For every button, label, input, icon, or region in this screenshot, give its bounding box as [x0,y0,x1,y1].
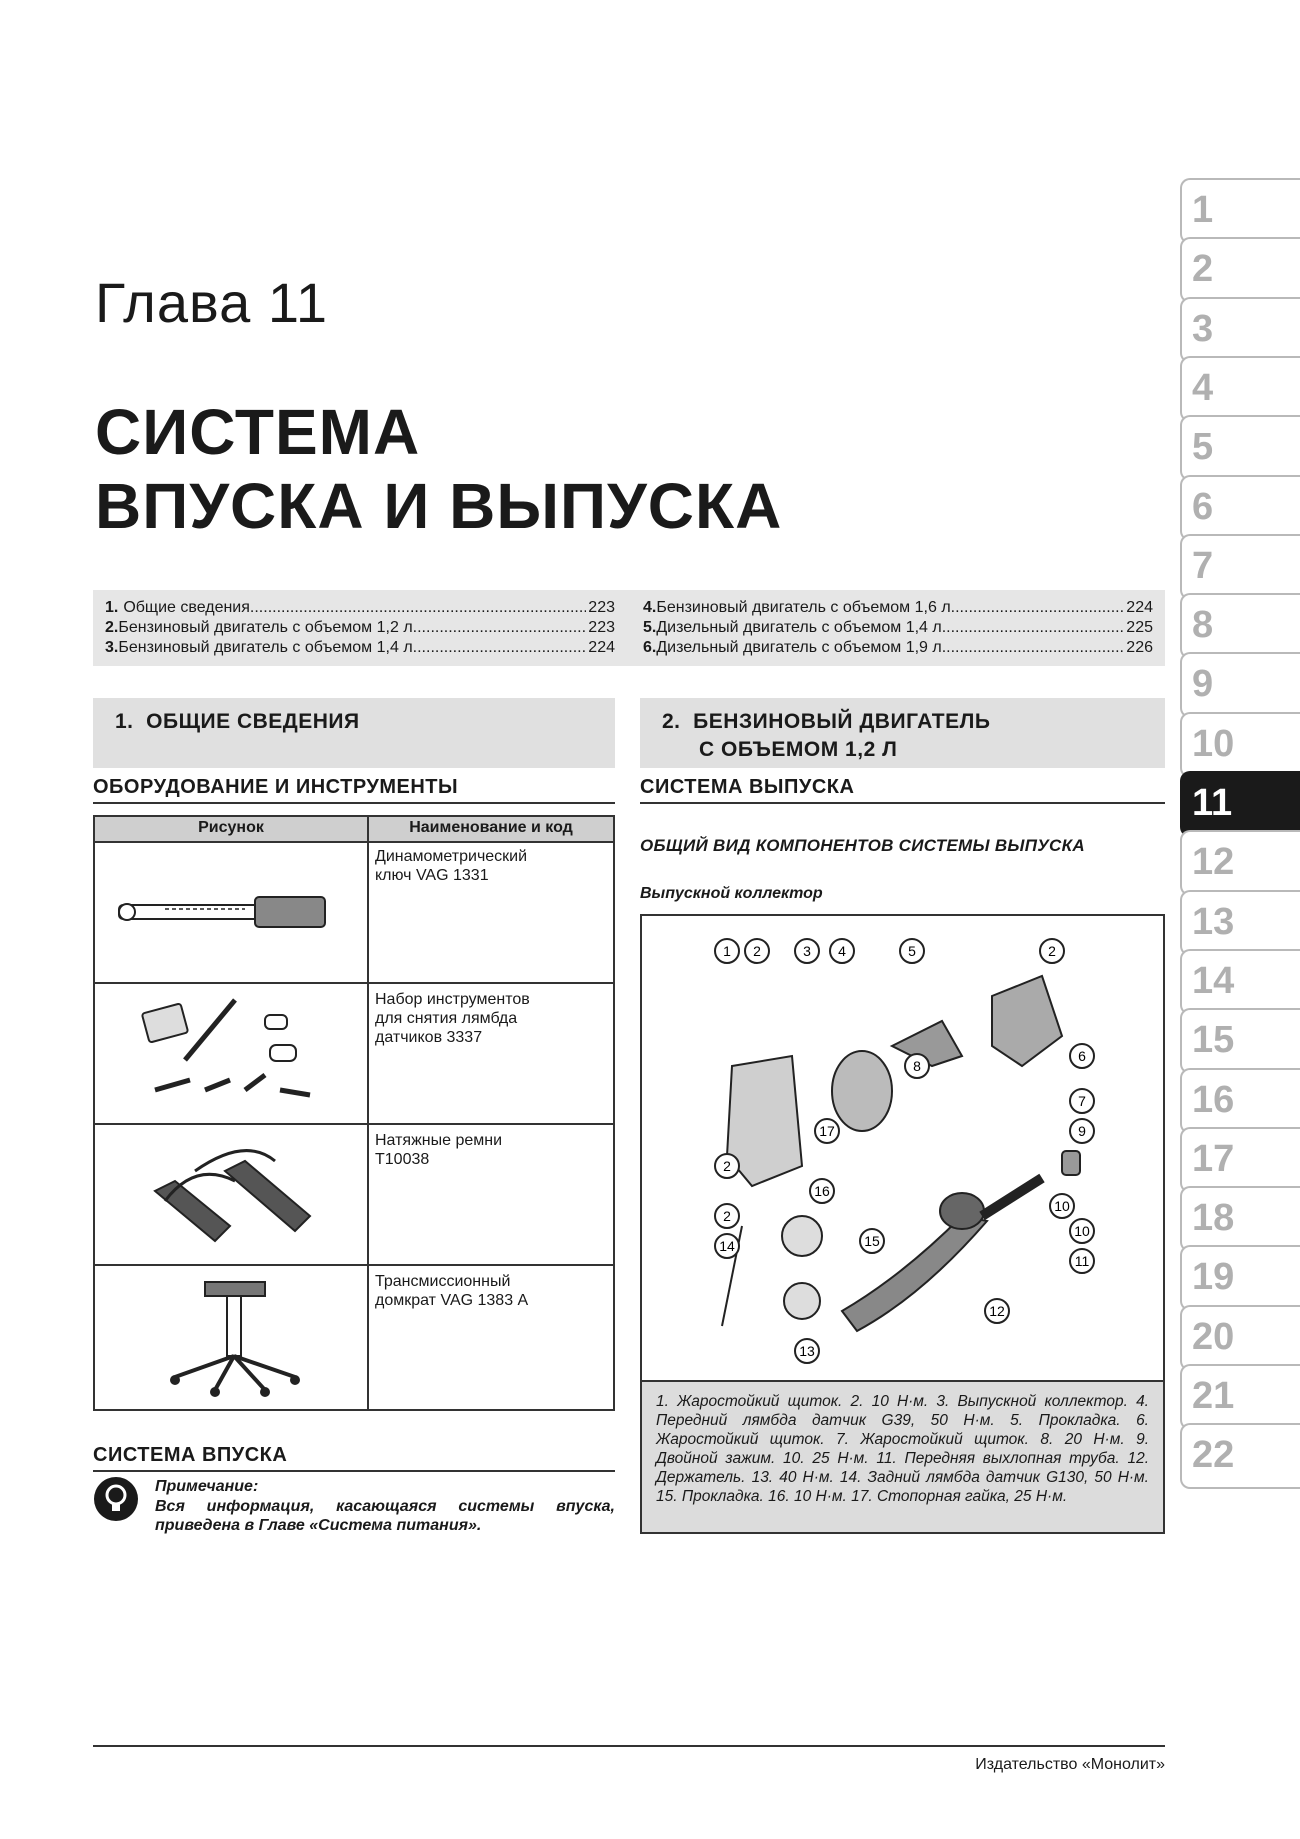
chapter-title-line1: СИСТЕМА [95,396,421,468]
tool-name: Динамометрический ключ VAG 1331 [375,848,528,884]
toc-page: 223 [588,619,615,636]
section-2-title-line2: С ОБЪЕМОМ 1,2 Л [699,738,898,761]
toc-leader [942,638,1125,658]
double-clamp-part [1062,1151,1080,1175]
section-2-header [640,698,1165,768]
tool-name: Набор инструментов для снятия лямбда датчиков 3337 [375,991,530,1046]
chapter-tab-2[interactable]: 2 [1180,237,1300,303]
toc-page: 226 [1126,639,1153,656]
callout-label: 6 [1078,1048,1086,1064]
diagram-caption: 1. Жаростойкий щиток. 2. 10 Н·м. 3. Выпускной коллектор. 4. Передний лямбда датчик G39, 50 Н·м. 5. Прокладка. 6. Жаростойкий щиток. 7. Жаростойкий щиток. 8. 20 Н·м. 9. Двойной зажим. 10. 25 Н·м. 11. Передняя выхлопная труба. 12. Держатель. 13. 40 Н·м. 14. Задний лямбда датчик G130, 50 Н·м. 15. Прокладка. 16. 10 Н·м. 17. Стопорная гайка, 25 Н·м. [642,1380,1163,1532]
toc-leader [250,598,586,618]
tension-straps-icon [105,1131,357,1259]
toc-num: 6. [643,639,657,656]
exhaust-heading: СИСТЕМА ВЫПУСКА [640,776,1165,804]
torque-wrench-icon [105,847,357,975]
chapter-tab-18[interactable]: 18 [1180,1186,1300,1252]
callout-label: 10 [1054,1198,1070,1214]
chapter-tab-8[interactable]: 8 [1180,593,1300,659]
chapter-tab-6[interactable]: 6 [1180,475,1300,541]
chapter-label: Глава 11 [95,271,328,334]
chapter-tab-16[interactable]: 16 [1180,1068,1300,1134]
column-header-picture: Рисунок [198,819,264,836]
callout-label: 14 [719,1238,735,1254]
table-row [95,1264,613,1407]
chapter-tab-19[interactable]: 19 [1180,1245,1300,1311]
note-label: Примечание: [155,1478,259,1495]
chapter-tab-1[interactable]: 1 [1180,178,1300,244]
toc-entry[interactable] [643,618,1153,638]
tools-table [93,815,615,1411]
toc-right-column [643,598,1153,658]
chapter-tab-4[interactable]: 4 [1180,356,1300,422]
equipment-heading: ОБОРУДОВАНИЕ И ИНСТРУМЕНТЫ [93,776,615,804]
gasket-15-part [782,1216,822,1256]
callout-label: 4 [838,943,846,959]
footer-rule [93,1745,1165,1747]
section-1-title: 1. ОБЩИЕ СВЕДЕНИЯ [115,710,360,733]
chapter-tab-11[interactable]: 11 [1180,771,1300,837]
toc-text: Бензиновый двигатель с объемом 1,2 л [118,619,413,636]
callout-label: 10 [1074,1223,1090,1239]
callout-label: 12 [989,1303,1005,1319]
tool-name: Трансмиссионный домкрат VAG 1383 А [375,1273,529,1309]
column-header-name: Наименование и код [409,819,573,836]
callout-label: 2 [1048,943,1056,959]
table-row [95,841,613,982]
chapter-tab-17[interactable]: 17 [1180,1127,1300,1193]
toc-leader [951,598,1125,618]
callout-label: 15 [864,1233,880,1249]
tool-name: Натяжные ремни T10038 [375,1132,503,1168]
callout-label: 1 [723,943,731,959]
callout-label: 5 [908,943,916,959]
callout-label: 9 [1078,1123,1086,1139]
toc-text: Бензиновый двигатель с объемом 1,6 л [656,599,951,616]
table-header-row [95,817,613,843]
toc-text: Бензиновый двигатель с объемом 1,4 л [118,639,413,656]
chapter-tab-13[interactable]: 13 [1180,890,1300,956]
chapter-tab-15[interactable]: 15 [1180,1008,1300,1074]
callout-label: 11 [1074,1253,1090,1269]
toc-entry[interactable] [105,638,615,658]
chapter-tab-22[interactable]: 22 [1180,1423,1300,1489]
chapter-tab-14[interactable]: 14 [1180,949,1300,1015]
callout-label: 8 [913,1058,921,1074]
toc-entry[interactable] [105,598,615,618]
exhaust-diagram [640,914,1165,1534]
toc-text: Дизельный двигатель с объемом 1,9 л [656,639,942,656]
toc-page: 225 [1126,619,1153,636]
section-1-header [93,698,615,768]
toc-num: 5. [643,619,657,636]
catalytic-converter-part [832,1051,892,1131]
publisher-footer: Издательство «Монолит» [975,1756,1165,1773]
toc-text: Общие сведения [123,599,250,616]
chapter-tab-9[interactable]: 9 [1180,652,1300,718]
callout-label: 7 [1078,1093,1086,1109]
toc-left-column [105,598,615,658]
diagram-subheading: Выпускной коллектор [640,885,823,902]
exhaust-components-drawing [642,916,1163,1378]
chapter-contents [93,590,1165,666]
flange-part [784,1283,820,1319]
note-text: Вся информация, касающаяся системы впуска, приведена в Главе «Система питания». [155,1498,615,1534]
toc-num: 4. [643,599,657,616]
toc-entry[interactable] [643,598,1153,618]
chapter-tab-21[interactable]: 21 [1180,1364,1300,1430]
pipe-shield-part [940,1193,984,1229]
toc-page: 224 [1126,599,1153,616]
callout-label: 13 [799,1343,815,1359]
chapter-tab-5[interactable]: 5 [1180,415,1300,481]
note-lightbulb-icon [93,1476,139,1522]
table-row [95,982,613,1125]
section-2-title-line1: 2. БЕНЗИНОВЫЙ ДВИГАТЕЛЬ [662,710,991,733]
chapter-title-line2: ВПУСКА И ВЫПУСКА [95,470,783,542]
callout-label: 2 [753,943,761,959]
heat-shield-6-part [992,976,1062,1066]
toc-num: 1. [105,599,119,616]
chapter-tab-10[interactable]: 10 [1180,712,1300,778]
intake-heading: СИСТЕМА ВПУСКА [93,1444,615,1472]
chapter-tab-20[interactable]: 20 [1180,1305,1300,1371]
table-row [95,1123,613,1266]
chapter-tab-12[interactable]: 12 [1180,830,1300,896]
diagram-heading: ОБЩИЙ ВИД КОМПОНЕНТОВ СИСТЕМЫ ВЫПУСКА [640,836,1085,855]
chapter-tab-7[interactable]: 7 [1180,534,1300,600]
chapter-tab-3[interactable]: 3 [1180,297,1300,363]
transmission-jack-icon [105,1272,357,1400]
toc-page: 224 [588,639,615,656]
callout-label: 3 [803,943,811,959]
toc-entry[interactable] [105,618,615,638]
callout-label: 16 [814,1183,830,1199]
toc-leader [413,618,587,638]
toc-text: Дизельный двигатель с объемом 1,4 л [656,619,942,636]
toc-leader [942,618,1125,638]
callout-label: 2 [723,1208,731,1224]
toc-leader [413,638,587,658]
toc-entry[interactable] [643,638,1153,658]
toc-num: 3. [105,639,119,656]
toc-page: 223 [588,599,615,616]
toc-num: 2. [105,619,119,636]
lambda-tool-kit-icon [105,990,357,1118]
callout-label: 2 [723,1158,731,1174]
callout-label: 17 [819,1123,835,1139]
